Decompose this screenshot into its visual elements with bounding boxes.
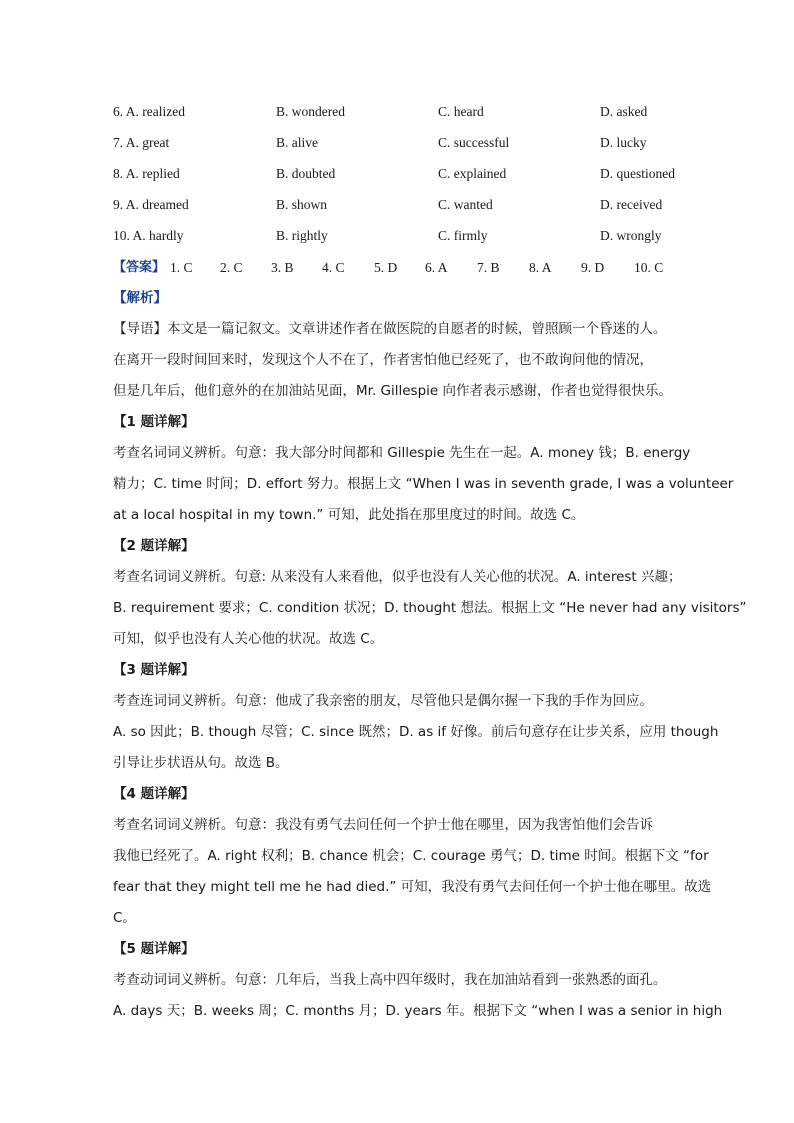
option-a: 7. A. great	[113, 135, 170, 150]
option-b: B. doubted	[276, 166, 336, 181]
option-c: C. explained	[438, 166, 507, 181]
section-line: B. requirement 要求；C. condition 状况；D. thought 想法。根据上文 “He never had any visitors”	[113, 600, 747, 616]
option-d: D. questioned	[600, 166, 675, 181]
option-b: B. shown	[276, 197, 328, 212]
section-title-2: 【2 题详解】	[113, 538, 195, 554]
option-a: 9. A. dreamed	[113, 197, 189, 212]
section-line: A. so 因此；B. though 尽管；C. since 既然；D. as if 好像。前后句意存在让步关系，应用 though	[113, 724, 719, 740]
section-line: 可知，似乎也没有人关心他的状况。故选 C。	[113, 631, 384, 647]
answer-item: 7. B	[477, 260, 500, 275]
section-line: C。	[113, 910, 136, 926]
section-line: 考查名词词义辨析。句意: 从来没有人来看他，似乎也没有人关心他的状况。A. interest 兴趣；	[113, 569, 682, 585]
option-b: B. alive	[276, 135, 318, 150]
section-line: 精力；C. time 时间；D. effort 努力。根据上文 “When I was in seventh grade, I was a volunteer	[113, 476, 734, 492]
answer-key	[113, 257, 713, 279]
section-line: A. days 天；B. weeks 周；C. months 月；D. years 年。根据下文 “when I was a senior in high	[113, 1003, 723, 1019]
option-d: D. lucky	[600, 135, 647, 150]
answer-label: 【答案】	[113, 260, 166, 275]
answer-item: 10. C	[634, 260, 664, 275]
option-row-8	[113, 163, 713, 194]
analysis-content	[113, 286, 747, 1030]
option-row-6	[113, 101, 713, 132]
intro-line: 但是几年后，他们意外的在加油站见面，Mr. Gillespie 向作者表示感谢，作者也觉得很快乐。	[113, 383, 673, 399]
section-line: 引导让步状语从句。故选 B。	[113, 755, 289, 771]
answer-item: 3. B	[271, 260, 294, 275]
option-d: D. wrongly	[600, 228, 662, 243]
section-line: 我他已经死了。A. right 权利；B. chance 机会；C. courage 勇气；D. time 时间。根据下文 “for	[113, 848, 709, 864]
option-b: B. rightly	[276, 228, 328, 243]
option-row-7	[113, 132, 713, 163]
answer-item: 4. C	[322, 260, 345, 275]
section-line: fear that they might tell me he had died.” 可知，我没有勇气去问任何一个护士他在哪里。故选	[113, 879, 712, 895]
option-row-10	[113, 225, 713, 256]
intro-line: 【导语】本文是一篇记叙文。文章讲述作者在做医院的自愿者的时候，曾照顾一个昏迷的人。	[113, 321, 667, 337]
answer-item: 5. D	[374, 260, 398, 275]
section-title-4: 【4 题详解】	[113, 786, 195, 802]
option-c: C. wanted	[438, 197, 493, 212]
section-line: 考查动词词义辨析。句意：几年后，当我上高中四年级时，我在加油站看到一张熟悉的面孔。	[113, 972, 667, 988]
answer-item: 9. D	[581, 260, 605, 275]
option-b: B. wondered	[276, 104, 345, 119]
section-title-5: 【5 题详解】	[113, 941, 195, 957]
option-c: C. firmly	[438, 228, 488, 243]
option-row-9	[113, 194, 713, 225]
option-d: D. asked	[600, 104, 648, 119]
option-a: 6. A. realized	[113, 104, 185, 119]
option-a: 8. A. replied	[113, 166, 180, 181]
option-c: C. heard	[438, 104, 484, 119]
option-d: D. received	[600, 197, 663, 212]
answer-item: 6. A	[425, 260, 448, 275]
section-line: 考查名词词义辨析。句意：我大部分时间都和 Gillespie 先生在一起。A. money 钱；B. energy	[113, 445, 691, 461]
section-line: at a local hospital in my town.” 可知，此处指在那里度过的时间。故选 C。	[113, 507, 585, 523]
section-line: 考查名词词义辨析。句意：我没有勇气去问任何一个护士他在哪里，因为我害怕他们会告诉	[113, 817, 653, 833]
option-c: C. successful	[438, 135, 510, 150]
analysis-label: 【解析】	[113, 290, 167, 306]
section-title-1: 【1 题详解】	[113, 414, 195, 430]
section-title-3: 【3 题详解】	[113, 662, 195, 678]
option-a: 10. A. hardly	[113, 228, 184, 243]
answer-item: 8. A	[529, 260, 552, 275]
section-line: 考查连词词义辨析。句意：他成了我亲密的朋友，尽管他只是偶尔握一下我的手作为回应。	[113, 693, 653, 709]
answer-item: 1. C	[170, 260, 193, 275]
intro-line: 在离开一段时间回来时，发现这个人不在了，作者害怕他已经死了，也不敢询问他的情况，	[113, 352, 653, 368]
options-table	[113, 101, 713, 256]
answer-item: 2. C	[220, 260, 243, 275]
